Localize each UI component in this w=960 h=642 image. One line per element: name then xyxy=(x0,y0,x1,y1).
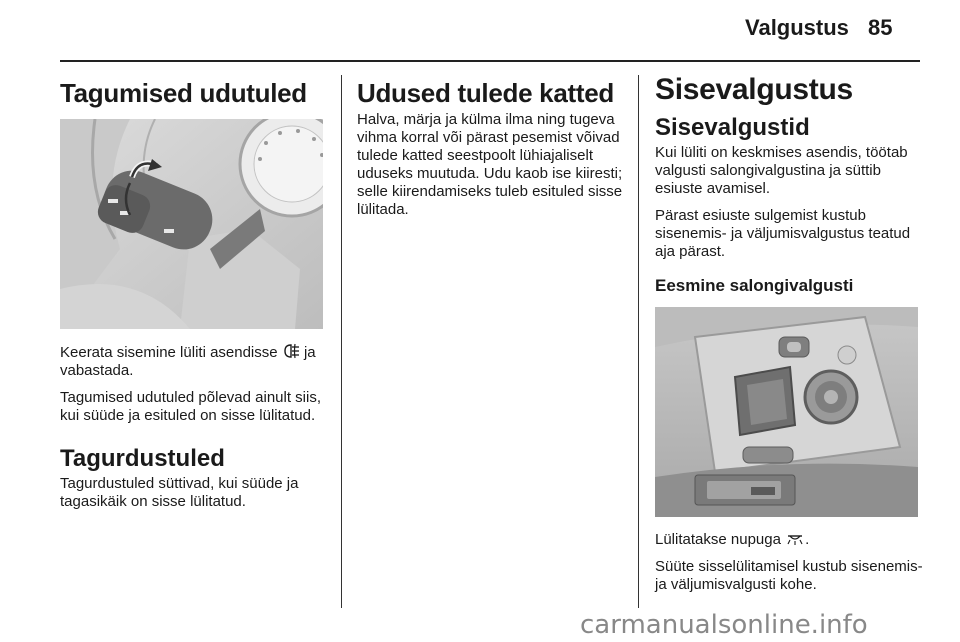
column-1 xyxy=(60,72,330,520)
column-3 xyxy=(655,72,925,603)
para-interior-switch: Kui lüliti on keskmises asendis, töötab valgusti salongivalgustina ja süttib esiuste avamisel. xyxy=(655,144,908,197)
para-ignition-off: Süüte sisselülitamisel kustub sisenemis- ja väljumisvalgusti kohe. xyxy=(655,558,923,593)
column-divider-1 xyxy=(341,75,342,608)
interior-light-symbol xyxy=(785,532,805,546)
column-2 xyxy=(357,72,627,228)
header-title: Valgustus xyxy=(745,15,849,40)
para-light-button: Lülitatakse nupuga . xyxy=(655,531,810,548)
para-reversing-lights: Tagurdustuled süttivad, kui süüde ja tagasikäik on sisse lülitatud. xyxy=(60,475,299,510)
interior-light-photo xyxy=(655,307,918,517)
para-interior-delay: Pärast esiuste sulgemist kustub sisenemis- ja väljumisvalgustus teatud aja pärast. xyxy=(655,207,911,260)
subsection-title-interior-lights: Sisevalgustid xyxy=(655,114,810,141)
subsection-title-front-courtesy-light: Eesmine salongivalgusti xyxy=(655,276,854,295)
header-rule xyxy=(60,60,920,62)
para-misted-covers: Halva, märja ja külma ilma ning tugeva vihma korral või pärast pesemist võivad tulede katted seestpoolt lühiajaliselt uduseks muutuda. Udu kaob ise kiiresti; selle kiirendamiseks tuleb esituled sisse lülitada. xyxy=(357,111,623,218)
section-title-rear-fog: Tagumised udutuled xyxy=(60,78,307,108)
para-rear-fog-condition: Tagumised udutuled põlevad ainult siis, kui süüde ja esituled on sisse lülitatud. xyxy=(60,389,321,424)
para-rear-fog-instruction: Keerata sisemine lüliti asendisse ja vabastada. xyxy=(60,344,316,379)
section-title-interior-lighting: Sisevalgustus xyxy=(655,73,853,106)
fog-light-lever-photo xyxy=(60,119,323,329)
section-title-misted-covers: Udused tulede katted xyxy=(357,78,614,108)
page-number: 85 xyxy=(868,15,893,40)
section-title-reversing-lights: Tagurdustuled xyxy=(60,445,225,472)
rear-fog-light-symbol xyxy=(282,343,300,359)
watermark: carmanualsonline.info xyxy=(580,610,868,640)
column-divider-2 xyxy=(638,75,639,608)
